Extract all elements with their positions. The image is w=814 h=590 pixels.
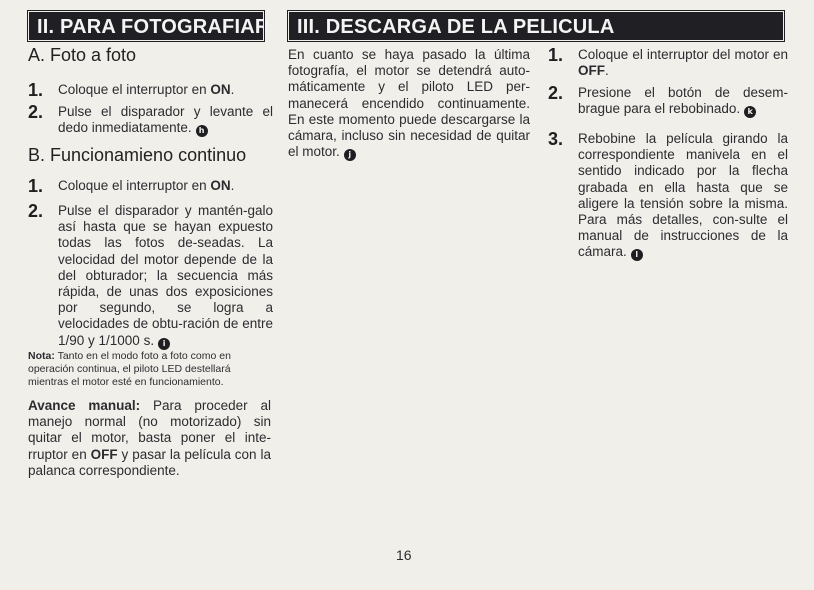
- heading-foto-a-foto: A. Foto a foto: [28, 45, 137, 65]
- step-text: Coloque el interruptor en ON.: [58, 82, 235, 97]
- step-number: 2.: [28, 102, 44, 122]
- step-c-1: [548, 47, 788, 79]
- step-text: Pulse el disparador y levante el dedo inmediatamente. h: [58, 104, 273, 136]
- manual-advance-paragraph: Avance manual: Para proceder al manejo normal (no motorizado) sin quitar el motor, basta poner el inte-rruptor en OFF y pasar la película con la palanca correspondiente.: [28, 398, 271, 478]
- step-a-2: [28, 104, 273, 137]
- note-paragraph: Nota: Tanto en el modo foto a foto como en operación continua, el piloto LED destellará mientras el motor esté en funcionamiento.: [28, 350, 231, 388]
- step-text: Presione el botón de desem-brague para el rebobinado. k: [578, 85, 788, 117]
- page-number: 16: [396, 547, 412, 563]
- unloading-intro-paragraph: En cuanto se haya pasado la última fotografía, el motor se detendrá auto-máticamente y el piloto LED per-manecerá encendido continuamente. En este momento puede descargarse la cámara, incluso sin necesidad de quitar el motor. j: [288, 47, 530, 160]
- step-text: Pulse el disparador y mantén-galo así hasta que se hayan expuesto todas las fotos de-seadas. La velocidad del motor depende de la del obturador; la secuencia más rápida, de unas dos exposiciones por segundo, se logra a velocidades de obtu-ración de entre 1/90 y 1/1000 s. i: [58, 203, 273, 348]
- step-a-1: [28, 82, 273, 99]
- step-b-1: [28, 178, 273, 195]
- heading-funcionamiento-continuo: B. Funcionamieno continuo: [28, 145, 247, 165]
- section-banner-para-fotografiar: II. PARA FOTOGRAFIAR: [28, 11, 264, 41]
- step-c-3: [548, 131, 788, 261]
- figure-ref-l-icon: l: [631, 249, 643, 261]
- figure-ref-j-icon: j: [344, 149, 356, 161]
- step-text: Coloque el interruptor en ON.: [58, 178, 235, 193]
- figure-ref-k-icon: k: [744, 106, 756, 118]
- step-number: 1.: [548, 45, 564, 65]
- step-number: 3.: [548, 129, 564, 149]
- figure-ref-h-icon: h: [196, 125, 208, 137]
- step-number: 2.: [28, 201, 44, 221]
- figure-ref-i-icon: i: [158, 338, 170, 350]
- section-banner-descarga: III. DESCARGA DE LA PELICULA: [288, 11, 784, 41]
- step-number: 2.: [548, 83, 564, 103]
- step-b-2: [28, 203, 273, 350]
- step-number: 1.: [28, 176, 44, 196]
- step-text: Coloque el interruptor del motor en OFF.: [578, 47, 788, 79]
- step-c-2: [548, 85, 788, 118]
- step-number: 1.: [28, 80, 44, 100]
- step-text: Rebobine la película girando la correspondiente manivela en el sentido indicado por la flecha grabada en ella hasta que se aligere la tensión sobre la misma. Para más detalles, con-sulte el manual de instrucciones de la cámara. l: [578, 131, 788, 260]
